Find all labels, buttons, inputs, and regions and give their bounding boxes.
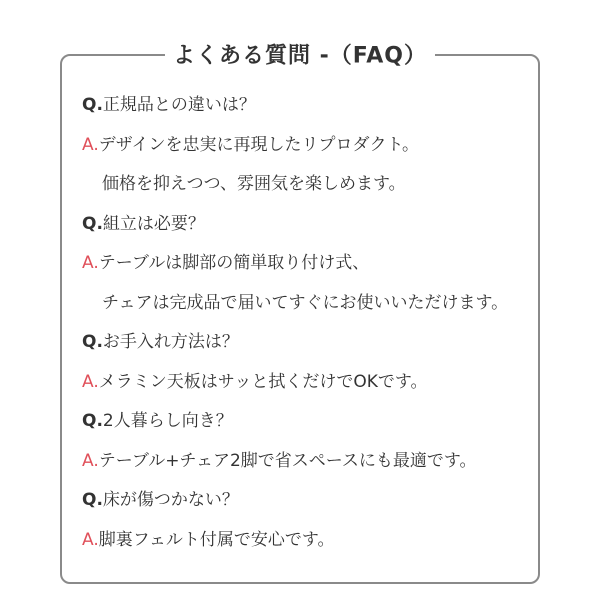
question-text: お手入れ方法は？ (102, 332, 239, 352)
faq-answer (82, 525, 532, 565)
faq-title: よくある質問 -（FAQ） (165, 39, 435, 70)
question-text: 2人暮らし向き？ (102, 411, 233, 431)
faq-answer (82, 248, 532, 288)
answer-prefix: A. (82, 253, 99, 273)
faq-list (82, 90, 532, 564)
question-prefix: Q. (82, 411, 103, 431)
faq-answer (82, 446, 532, 486)
question-text: 組立は必要？ (102, 213, 205, 234)
answer-text: デザインを忠実に再現したリプロダクト。 (98, 134, 420, 155)
answer-prefix: A. (82, 371, 99, 392)
question-prefix: Q. (82, 213, 103, 234)
faq-question (82, 90, 532, 130)
question-text: 床が傷つかない？ (102, 490, 239, 510)
faq-question (82, 327, 532, 367)
faq-answer (82, 367, 532, 407)
question-prefix: Q. (82, 95, 103, 115)
answer-text: テーブルは脚部の簡単取り付け式、 (98, 253, 370, 273)
faq-answer (82, 130, 532, 170)
faq-question (82, 406, 532, 446)
answer-text: 脚裏フェルト付属で安心です。 (98, 529, 335, 550)
answer-prefix: A. (82, 529, 99, 550)
faq-answer-continued (82, 288, 532, 328)
answer-text: テーブル+チェア2脚で省スペースにも最適です。 (98, 450, 477, 471)
faq-answer-continued (82, 169, 532, 209)
question-prefix: Q. (82, 332, 103, 352)
faq-question (82, 209, 532, 249)
answer-prefix: A. (82, 134, 99, 155)
question-prefix: Q. (82, 490, 103, 510)
answer-text: 価格を抑えつつ、雰囲気を楽しめます。 (102, 174, 406, 194)
answer-prefix: A. (82, 450, 99, 471)
question-text: 正規品との違いは？ (102, 95, 256, 115)
answer-text: チェアは完成品で届いてすぐにお使いいただけます。 (102, 292, 509, 313)
faq-question (82, 485, 532, 525)
answer-text: メラミン天板はサッと拭くだけでOKです。 (98, 371, 428, 392)
